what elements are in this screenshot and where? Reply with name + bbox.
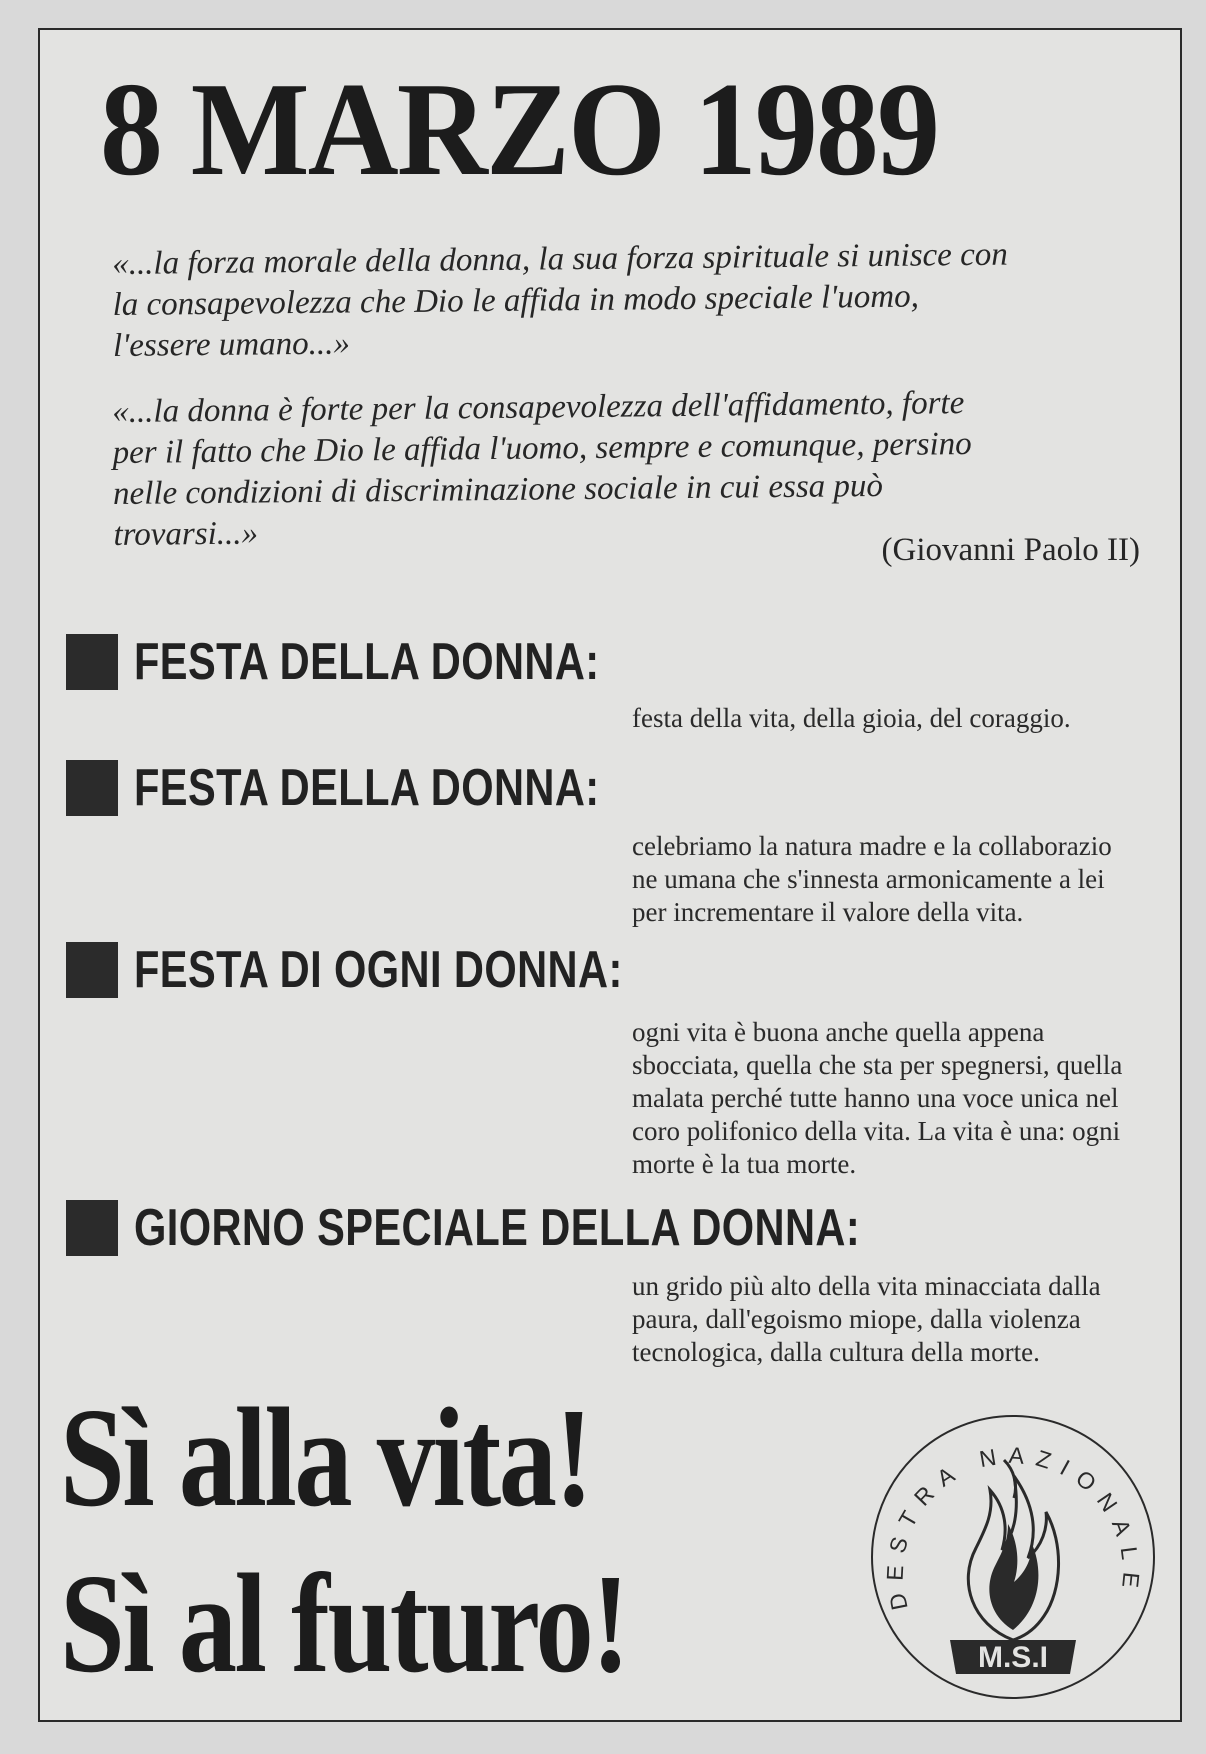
section-heading-1 xyxy=(66,634,716,690)
section-text-3: ogni vita è buona anche quella appena sbocciata, quella che sta per spegnersi, quella malata perché tutte hanno una voce unica nel coro polifonico della vita. La vita è una: ogni morte è la tua morte. xyxy=(632,1017,1123,1179)
msi-badge-text: M.S.I xyxy=(977,1641,1049,1674)
section-heading-text: FESTA DELLA DONNA: xyxy=(134,759,600,817)
poster xyxy=(38,28,1182,1722)
quote-2: «...la donna è forte per la consapevolezza dell'affidamento, forte per il fatto che Dio le affida l'uomo, sempre e comunque, persino nelle condizioni di discriminazione sociale in cui essa può trovarsi...» xyxy=(112,385,972,553)
section-text-2: celebriamo la natura madre e la collaborazio ne umana che s'innesta armonicamente a lei per incrementare il valore della vita. xyxy=(632,831,1112,927)
square-bullet-icon xyxy=(66,760,118,816)
section-heading-text: FESTA DI OGNI DONNA: xyxy=(134,941,623,999)
square-bullet-icon xyxy=(66,634,118,690)
section-heading-4 xyxy=(66,1200,1042,1256)
quote-attribution: (Giovanni Paolo II) xyxy=(881,532,1140,568)
slogan-line-1: Sì alla vita! xyxy=(60,1378,591,1536)
poster-title: 8 MARZO 1989 xyxy=(100,55,939,203)
section-heading-2 xyxy=(66,760,716,816)
slogan-line-2: Sì al futuro! xyxy=(60,1544,628,1702)
tricolor-flame-icon xyxy=(968,1460,1058,1640)
section-heading-text: FESTA DELLA DONNA: xyxy=(134,633,600,691)
square-bullet-icon xyxy=(66,942,118,998)
section-text-4: un grido più alto della vita minacciata dalla paura, dall'egoismo miope, dalla violenza tecnologica, dalla cultura della morte. xyxy=(632,1271,1101,1367)
section-heading-text: GIORNO SPECIALE DELLA DONNA: xyxy=(134,1199,861,1257)
section-heading-3 xyxy=(66,942,745,998)
section-text-1: festa della vita, della gioia, del coraggio. xyxy=(632,703,1071,733)
square-bullet-icon xyxy=(66,1200,118,1256)
quote-1: «...la forza morale della donna, la sua forza spirituale si unisce con la consapevolezza che Dio le affida in modo speciale l'uomo, l'essere umano...» xyxy=(112,236,1008,364)
logo-ring-text: DESTRA NAZIONALE xyxy=(881,1441,1145,1613)
msi-logo xyxy=(868,1412,1158,1702)
msi-badge xyxy=(950,1640,1076,1674)
